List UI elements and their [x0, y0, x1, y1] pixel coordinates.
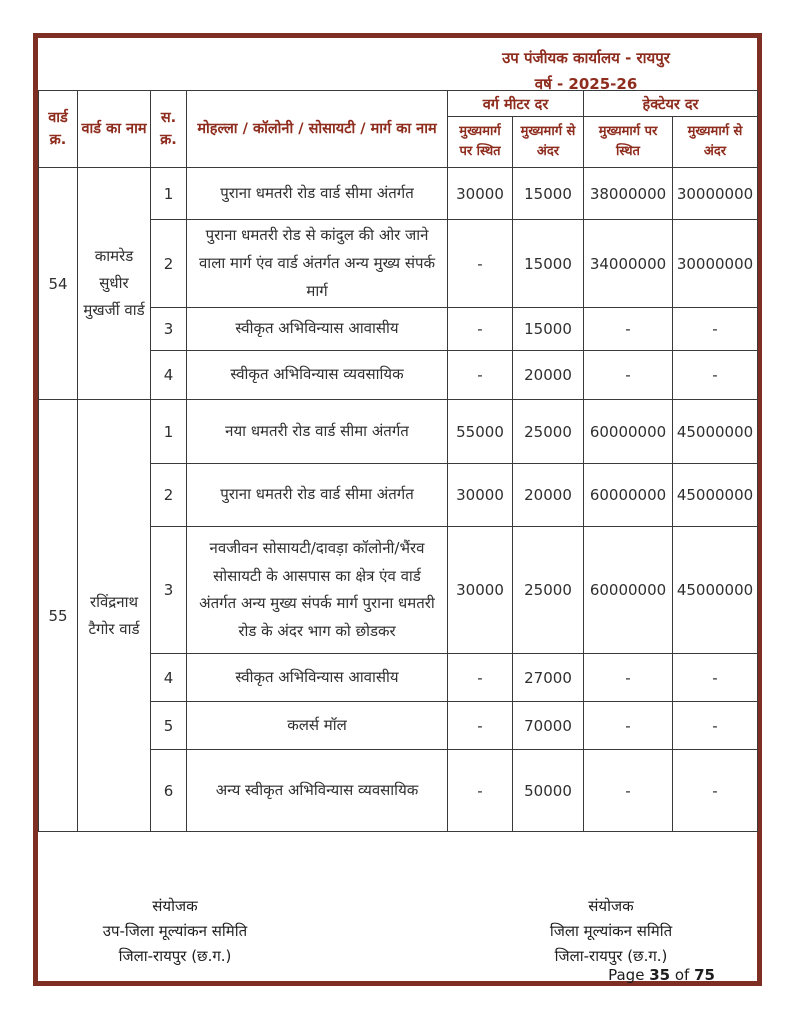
signature-committee: उप-जिला मूल्यांकन समिति	[102, 922, 248, 940]
hectare-rate-on-main-road-cell: -	[584, 702, 673, 750]
serial-number-cell: 5	[151, 702, 187, 750]
serial-number-cell: 3	[151, 308, 187, 351]
sqm-rate-inside-cell: 15000	[513, 168, 584, 220]
locality-name-cell: अन्य स्वीकृत अभिविन्यास व्यवसायिक	[187, 750, 448, 832]
locality-name-cell: नवजीवन सोसायटी/दावड़ा कॉलोनी/भैंरव सोसायटी के आसपास का क्षेत्र एंव वार्ड अंतर्गत अन्य मुख्य संपर्क मार्ग पुराना धमतरी रोड के अंदर भाग को छोडकर	[187, 527, 448, 654]
locality-name-cell: स्वीकृत अभिविन्यास आवासीय	[187, 654, 448, 702]
sqm-rate-on-main-road-cell: -	[448, 220, 513, 308]
table-body	[39, 168, 758, 832]
hectare-rate-inside-cell: 30000000	[673, 220, 758, 308]
signature-block-right	[496, 894, 726, 969]
col-header-serial-no: स. क्र.	[151, 91, 187, 168]
serial-number-cell: 2	[151, 464, 187, 527]
page-label: Page	[608, 966, 645, 984]
serial-number-cell: 1	[151, 168, 187, 220]
hectare-rate-inside-cell: -	[673, 654, 758, 702]
serial-number-cell: 2	[151, 220, 187, 308]
locality-name-cell: पुराना धमतरी रोड से कांदुल की ओर जाने वाला मार्ग एंव वार्ड अंतर्गत अन्य मुख्य संपर्क मार्ग	[187, 220, 448, 308]
serial-number-cell: 6	[151, 750, 187, 832]
locality-name-cell: पुराना धमतरी रोड वार्ड सीमा अंतर्गत	[187, 168, 448, 220]
sqm-rate-on-main-road-cell: -	[448, 702, 513, 750]
hectare-rate-inside-cell: 45000000	[673, 400, 758, 464]
signature-title: संयोजक	[152, 897, 198, 915]
col-header-ward-no: वार्ड क्र.	[39, 91, 78, 168]
page-total: 75	[694, 966, 715, 984]
locality-name-cell: कलर्स मॉल	[187, 702, 448, 750]
col-header-hectare-on-main-road: मुख्यमार्ग पर स्थित	[584, 117, 673, 168]
col-header-sqm-rate-group: वर्ग मीटर दर	[448, 91, 584, 117]
locality-name-cell: स्वीकृत अभिविन्यास व्यवसायिक	[187, 351, 448, 400]
ward-name-cell: रविंद्रनाथ टैगोर वार्ड	[78, 400, 151, 832]
hectare-rate-on-main-road-cell: -	[584, 750, 673, 832]
hectare-rate-inside-cell: 30000000	[673, 168, 758, 220]
year-line: वर्ष - 2025-26	[534, 75, 638, 93]
locality-name-cell: पुराना धमतरी रोड वार्ड सीमा अंतर्गत	[187, 464, 448, 527]
sqm-rate-on-main-road-cell: -	[448, 308, 513, 351]
rate-sheet	[33, 33, 762, 986]
hectare-rate-inside-cell: -	[673, 308, 758, 351]
sqm-rate-on-main-road-cell: 30000	[448, 168, 513, 220]
hectare-rate-inside-cell: -	[673, 351, 758, 400]
ward-number-cell: 54	[39, 168, 78, 400]
col-header-sqm-on-main-road: मुख्यमार्ग पर स्थित	[448, 117, 513, 168]
hectare-rate-on-main-road-cell: 38000000	[584, 168, 673, 220]
col-header-locality: मोहल्ला / कॉलोनी / सोसायटी / मार्ग का नाम	[187, 91, 448, 168]
sqm-rate-on-main-road-cell: -	[448, 654, 513, 702]
hectare-rate-inside-cell: -	[673, 702, 758, 750]
office-title: उप पंजीयक कार्यालय - रायपुर	[502, 49, 670, 67]
signature-district: जिला-रायपुर (छ.ग.)	[118, 947, 232, 965]
hectare-rate-on-main-road-cell: 34000000	[584, 220, 673, 308]
table-row	[39, 168, 758, 220]
sqm-rate-on-main-road-cell: -	[448, 351, 513, 400]
hectare-rate-inside-cell: 45000000	[673, 464, 758, 527]
sqm-rate-on-main-road-cell: 55000	[448, 400, 513, 464]
col-header-ward-name: वार्ड का नाम	[78, 91, 151, 168]
signature-committee: जिला मूल्यांकन समिति	[549, 922, 673, 940]
col-header-hectare-inside-main-road: मुख्यमार्ग से अंदर	[673, 117, 758, 168]
serial-number-cell: 1	[151, 400, 187, 464]
page-number	[608, 966, 715, 984]
rate-table	[38, 90, 758, 832]
sqm-rate-inside-cell: 25000	[513, 527, 584, 654]
page-current: 35	[649, 966, 671, 984]
sqm-rate-inside-cell: 20000	[513, 351, 584, 400]
locality-name-cell: नया धमतरी रोड वार्ड सीमा अंतर्गत	[187, 400, 448, 464]
sqm-rate-inside-cell: 15000	[513, 308, 584, 351]
sqm-rate-inside-cell: 20000	[513, 464, 584, 527]
ward-name-cell: कामरेड सुधीर मुखर्जी वार्ड	[78, 168, 151, 400]
serial-number-cell: 3	[151, 527, 187, 654]
sqm-rate-inside-cell: 15000	[513, 220, 584, 308]
sqm-rate-on-main-road-cell: -	[448, 750, 513, 832]
signature-title: संयोजक	[588, 897, 634, 915]
serial-number-cell: 4	[151, 351, 187, 400]
sqm-rate-inside-cell: 27000	[513, 654, 584, 702]
sqm-rate-on-main-road-cell: 30000	[448, 464, 513, 527]
sqm-rate-inside-cell: 25000	[513, 400, 584, 464]
sqm-rate-inside-cell: 70000	[513, 702, 584, 750]
hectare-rate-on-main-road-cell: 60000000	[584, 527, 673, 654]
sqm-rate-inside-cell: 50000	[513, 750, 584, 832]
hectare-rate-on-main-road-cell: 60000000	[584, 400, 673, 464]
serial-number-cell: 4	[151, 654, 187, 702]
table-header	[39, 91, 758, 168]
signature-district: जिला-रायपुर (छ.ग.)	[554, 947, 668, 965]
locality-name-cell: स्वीकृत अभिविन्यास आवासीय	[187, 308, 448, 351]
page-of-label: of	[674, 966, 690, 984]
sqm-rate-on-main-road-cell: 30000	[448, 527, 513, 654]
col-header-hectare-rate-group: हेक्टेयर दर	[584, 91, 758, 117]
ward-number-cell: 55	[39, 400, 78, 832]
hectare-rate-inside-cell: -	[673, 750, 758, 832]
col-header-sqm-inside-main-road: मुख्यमार्ग से अंदर	[513, 117, 584, 168]
signature-block-left	[60, 894, 290, 969]
hectare-rate-inside-cell: 45000000	[673, 527, 758, 654]
table-row	[39, 400, 758, 464]
hectare-rate-on-main-road-cell: -	[584, 308, 673, 351]
header-row-groups	[39, 91, 758, 117]
hectare-rate-on-main-road-cell: -	[584, 654, 673, 702]
hectare-rate-on-main-road-cell: 60000000	[584, 464, 673, 527]
hectare-rate-on-main-road-cell: -	[584, 351, 673, 400]
